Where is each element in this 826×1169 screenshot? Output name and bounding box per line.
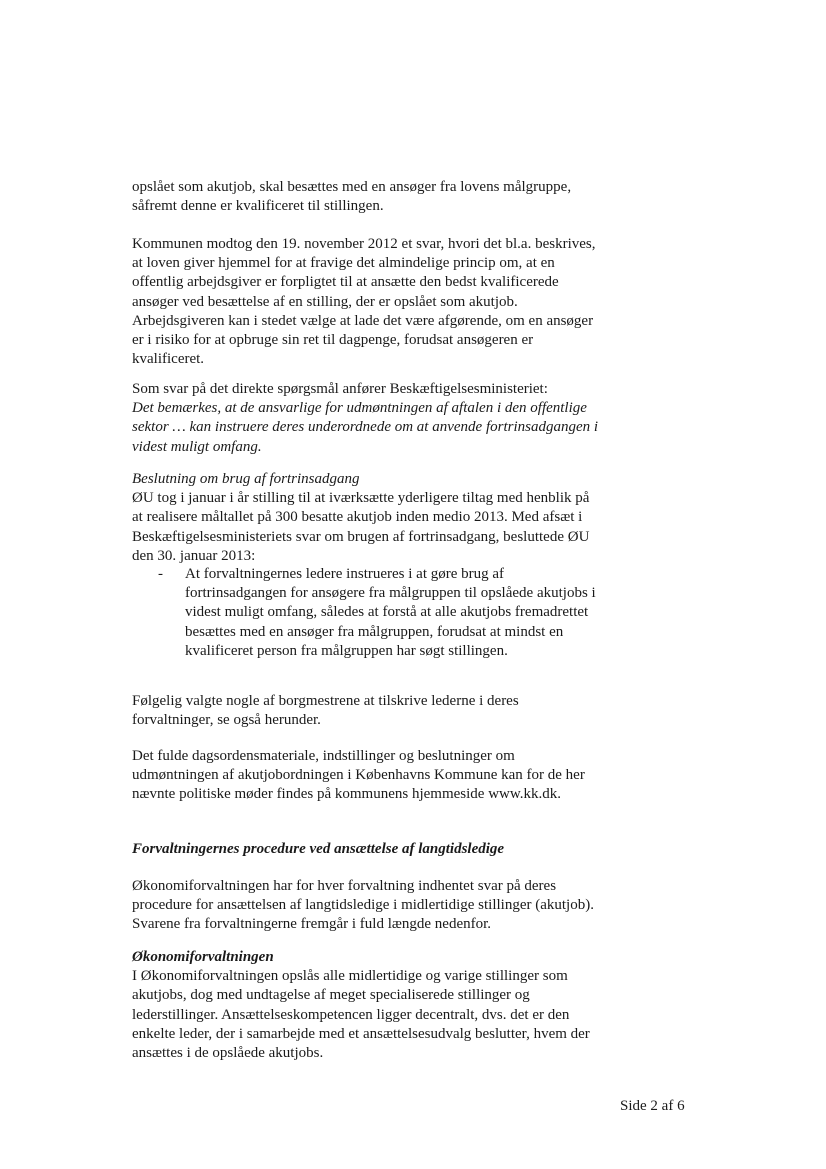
- paragraph-borgmestre: [132, 692, 602, 730]
- paragraph-text: Det fulde dagsordensmateriale, indstillinger og beslutninger om udmøntningen af akutjobordningen i Københavns Kommune kan for de her nævnte politiske møder findes på kommunens hjemmeside www.kk.dk.: [132, 748, 585, 803]
- paragraph-text: Økonomiforvaltningen har for hver forvaltning indhentet svar på deres procedure for ansættelsen af langtidsledige i midlertidige stillinger (akutjob). Svarene fra forvaltningerne fremgår i fuld længde nedenfor.: [132, 878, 594, 933]
- paragraph-text: I Økonomiforvaltningen opslås alle midlertidige og varige stillinger som akutjobs, dog med undtagelse af meget specialiserede stillinger og lederstillinger. Ansættelseskompetencen ligger decentralt, dvs. det er den enkelte leder, der i samarbejde med et ansættelsesudvalg beslutter, hvem der ansættes i de opslåede akutjobs.: [132, 968, 590, 1062]
- paragraph-text: ØU tog i januar i år stilling til at iværksætte yderligere tiltag med henblik på at realisere måltallet på 300 besatte akutjob inden medio 2013. Med afsæt i Beskæftigelsesministeriets svar om brugen af fortrinsadgang, besluttede ØU den 30. januar 2013:: [132, 490, 590, 564]
- paragraph-text: Følgelig valgte nogle af borgmestrene at tilskrive lederne i deres forvaltninger, se også herunder.: [132, 693, 519, 729]
- page-number: Side 2 af 6: [620, 1098, 685, 1114]
- quote-intro: Som svar på det direkte spørgsmål anfører Beskæftigelsesministeriet:: [132, 381, 548, 397]
- section-okonomiforvaltningen: [132, 948, 602, 1063]
- paragraph-continuation: [132, 178, 602, 216]
- paragraph-dagsorden: [132, 747, 602, 805]
- bullet-dash: -: [158, 566, 163, 582]
- section-heading: Økonomiforvaltningen: [132, 949, 274, 965]
- quote-text: Det bemærkes, at de ansvarlige for udmøntningen af aftalen i den offentlige sektor … kan instruere deres underordnede om at anvende fortrinsadgangen i videst muligt omfang.: [132, 400, 599, 455]
- heading-procedure: [132, 840, 602, 859]
- bullet-text: At forvaltningernes ledere instrueres i at gøre brug af fortrinsadgangen for ansøgere fra målgruppen til opslåede akutjobs i videst muligt omfang, således at forstå at alle akutjobs fremadrettet besættes med en ansøger fra målgruppen, forudsat at mindst en kvalificeret person fra målgruppen har søgt stillingen.: [185, 566, 596, 659]
- paragraph-text: Kommunen modtog den 19. november 2012 et svar, hvori det bl.a. beskrives, at loven giver hjemmel for at fravige det almindelige princip om, at en offentlig arbejdsgiver er forpligtet til at ansætte den bedst kvalificerede ansøger ved besættelse af en stilling, der er opslået som akutjob. Arbejdsgiveren kan i stedet vælge at lade det være afgørende, om en ansøger er i risiko for at opbruge sin ret til dagpenge, forudsat ansøgeren er kvalificeret.: [132, 236, 596, 368]
- section-heading: Forvaltningernes procedure ved ansættelse af langtidsledige: [132, 841, 505, 857]
- section-beslutning: [132, 470, 602, 566]
- section-heading: Beslutning om brug af fortrinsadgang: [132, 471, 360, 487]
- paragraph-ministry-reply: [132, 235, 602, 369]
- paragraph-ministry-quote: [132, 380, 602, 457]
- paragraph-procedure: [132, 877, 602, 935]
- paragraph-text: opslået som akutjob, skal besættes med en ansøger fra lovens målgruppe, såfremt denne er kvalificeret til stillingen.: [132, 179, 572, 215]
